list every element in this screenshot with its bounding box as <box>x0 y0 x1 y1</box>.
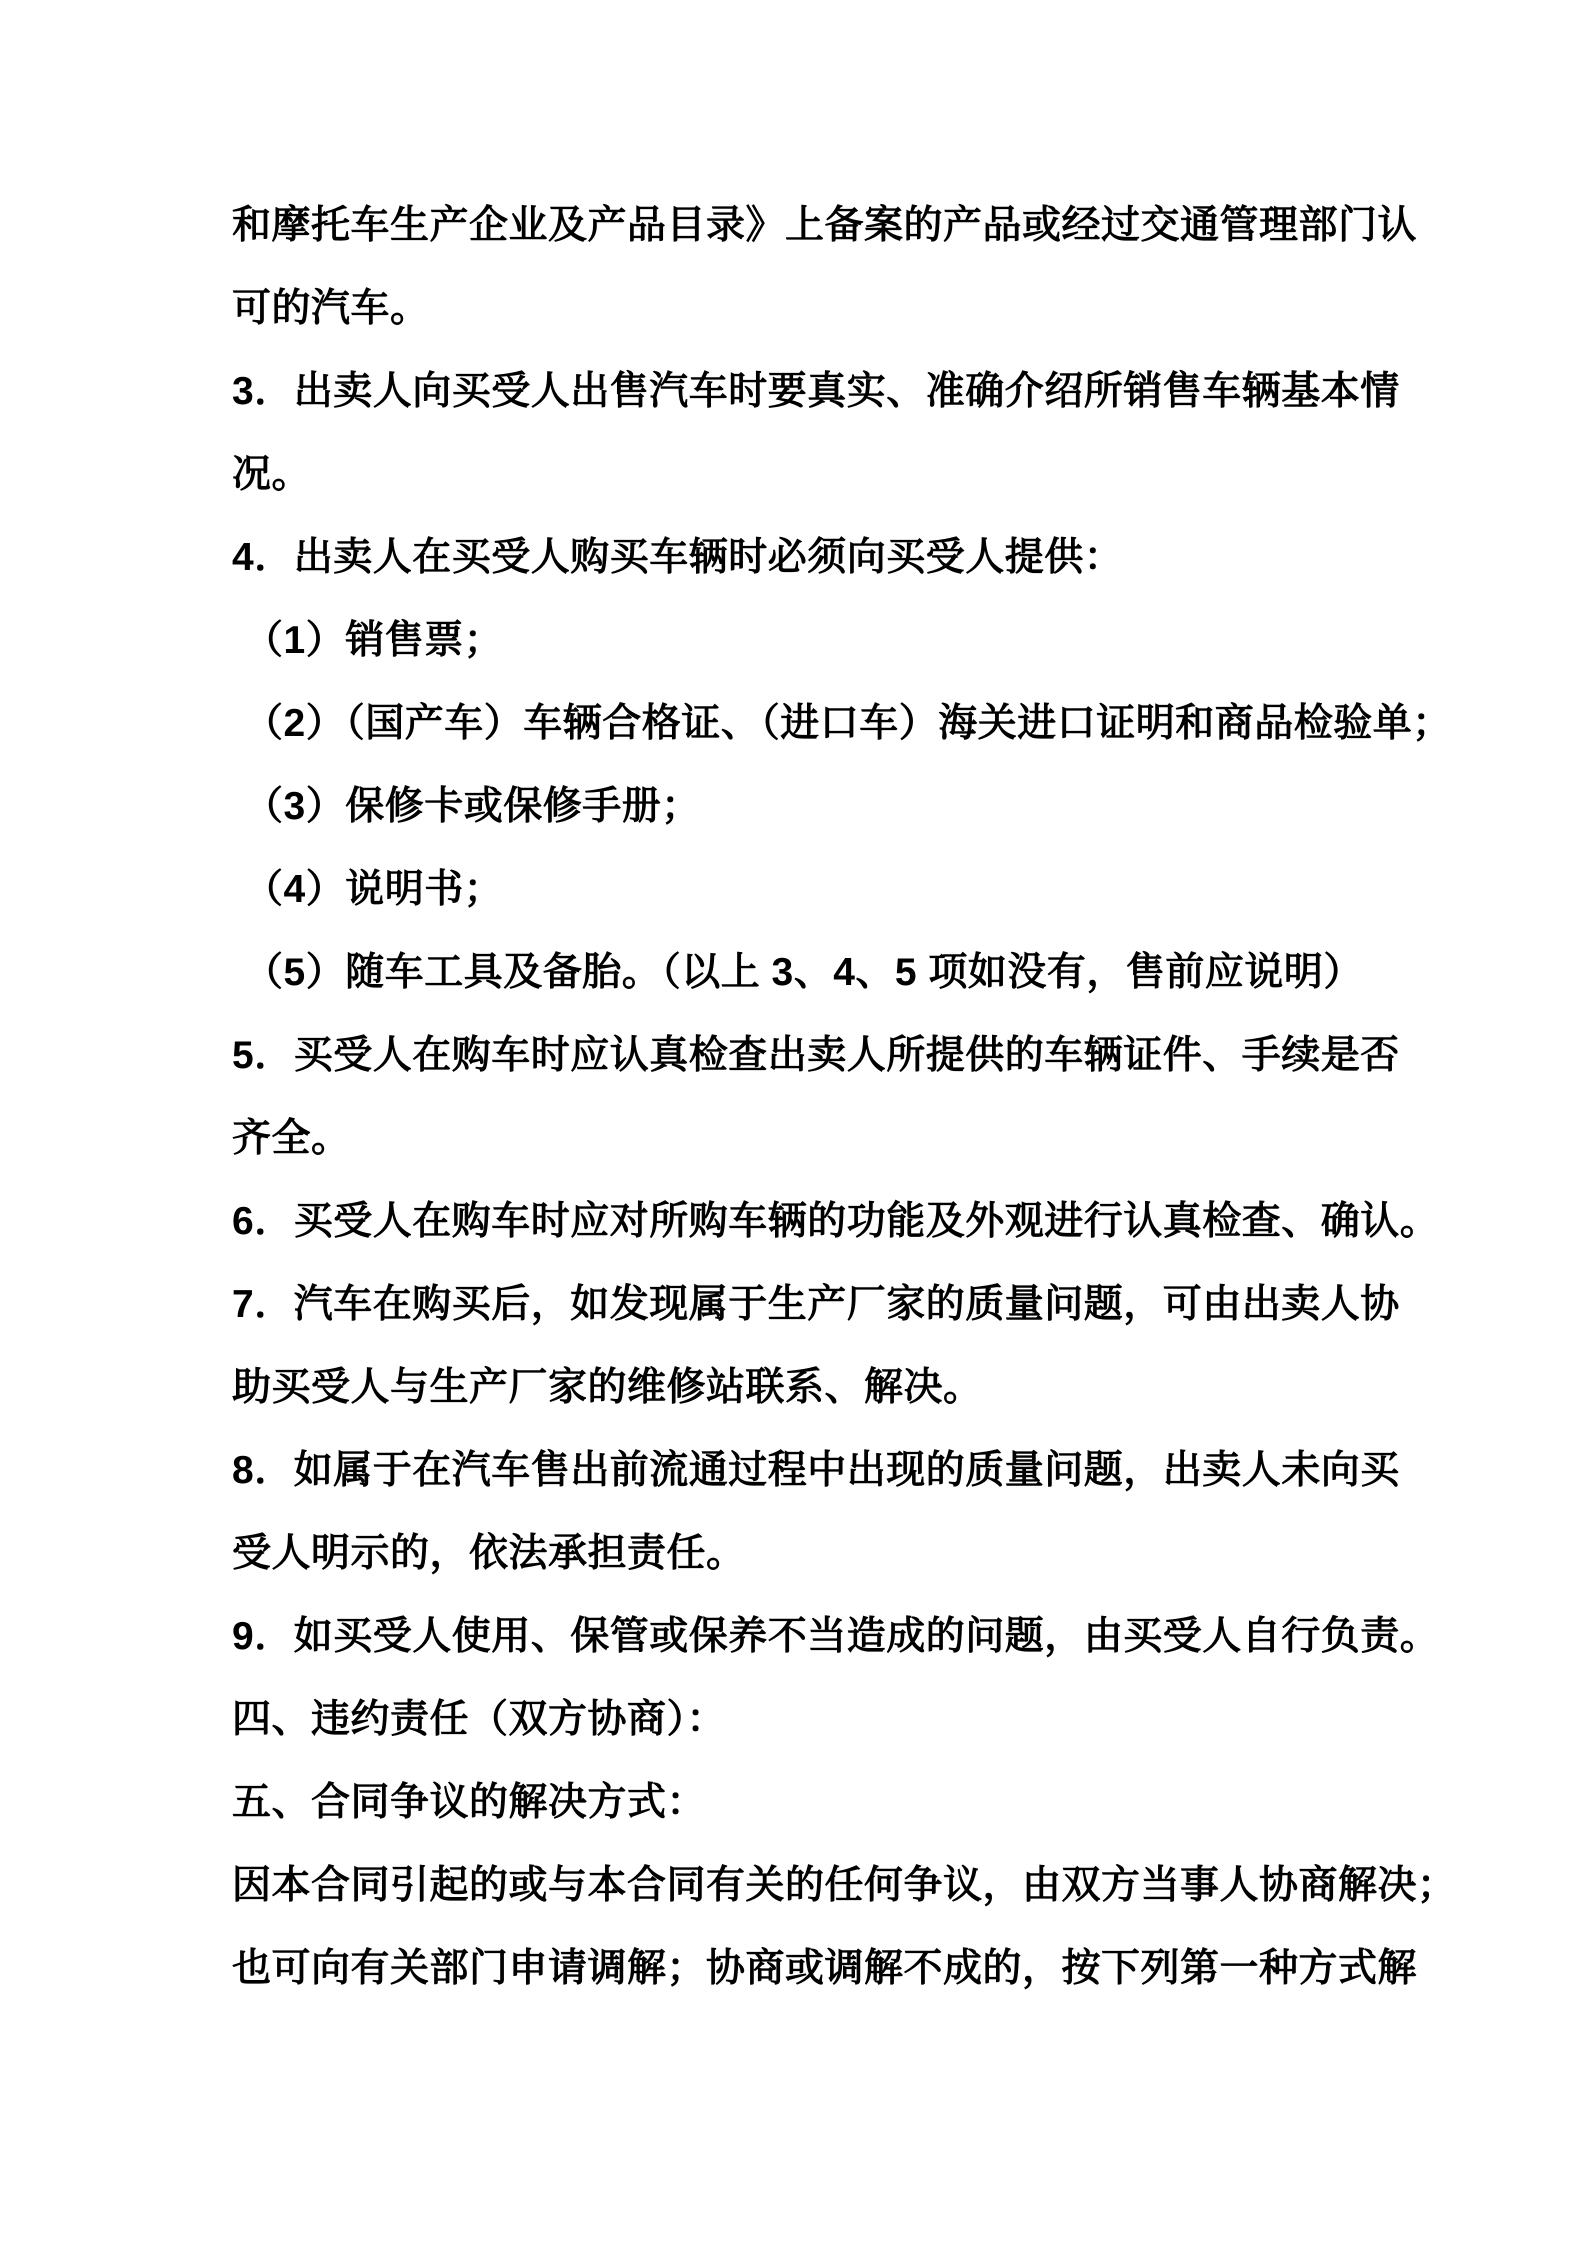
text-line: （2）（国产车）车辆合格证、（进口车）海关进口证明和商品检验单； <box>244 702 1452 745</box>
text-line: 5．买受人在购车时应认真检查出卖人所提供的车辆证件、手续是否 <box>232 1034 1400 1077</box>
text-line: 6．买受人在购车时应对所购车辆的功能及外观进行认真检查、确认。 <box>232 1200 1440 1243</box>
text-line: 况。 <box>232 453 312 496</box>
text-line: 齐全。 <box>232 1117 351 1160</box>
text-line: 四、违约责任（双方协商）： <box>232 1698 727 1741</box>
text-line: 因本合同引起的或与本合同有关的任何争议，由双方当事人协商解决； <box>232 1864 1457 1907</box>
text-line: （5）随车工具及备胎。（以上 3、4、5 项如没有，售前应说明） <box>244 951 1363 994</box>
text-line: 可的汽车。 <box>232 287 430 330</box>
text-line: 8．如属于在汽车售出前流通过程中出现的质量问题，出卖人未向买 <box>232 1449 1400 1492</box>
document-body <box>232 184 1472 2010</box>
text-line: 也可向有关部门申请调解；协商或调解不成的，按下列第一种方式解 <box>232 1947 1418 1990</box>
text-line: 受人明示的，依法承担责任。 <box>232 1532 746 1575</box>
text-line: 助买受人与生产厂家的维修站联系、解决。 <box>232 1366 983 1409</box>
text-line: 五、合同争议的解决方式： <box>232 1781 707 1824</box>
text-line: 7．汽车在购买后，如发现属于生产厂家的质量问题，可由出卖人协 <box>232 1283 1400 1326</box>
text-line: 4．出卖人在买受人购买车辆时必须向买受人提供： <box>232 536 1124 579</box>
text-line: 和摩托车生产企业及产品目录》上备案的产品或经过交通管理部门认 <box>232 204 1418 247</box>
text-line: （3）保修卡或保修手册； <box>244 785 701 828</box>
text-line: 9．如买受人使用、保管或保养不当造成的问题，由买受人自行负责。 <box>232 1615 1440 1658</box>
text-line: （4）说明书； <box>244 868 504 911</box>
text-line: 3．出卖人向买受人出售汽车时要真实、准确介绍所销售车辆基本情 <box>232 370 1400 413</box>
text-line: （1）销售票； <box>244 619 504 662</box>
